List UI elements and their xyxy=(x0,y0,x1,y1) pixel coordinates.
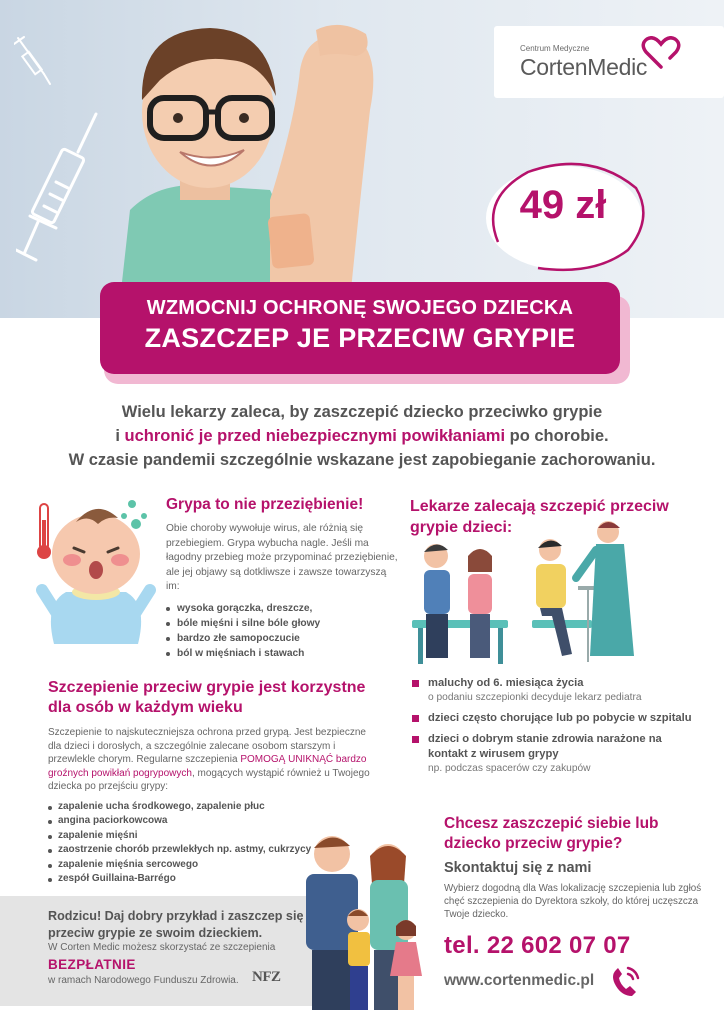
boy-flexing-photo xyxy=(120,0,400,300)
phone-number-link[interactable]: tel. 22 602 07 07 xyxy=(444,932,631,959)
website-link[interactable]: www.cortenmedic.pl xyxy=(444,972,595,989)
doctors-section-title: Lekarze zalecają szczepić przeciw grypie dzieci: xyxy=(410,498,669,536)
sick-baby-illustration xyxy=(36,494,156,654)
intro-suffix: po chorobie. xyxy=(505,427,609,445)
small-syringe-icon xyxy=(14,34,54,88)
list-item xyxy=(412,711,702,726)
intro-line-2 xyxy=(30,424,694,448)
flu-section-text: Obie choroby wywołuje wirus, ale różnią się przebiegiem. Grypa wybucha nagle. Jeśli ma łagodny przebieg może przypominać przeziębienie, ale jej objawy są dotkliwsze i zawsze towarzyszą im: xyxy=(166,523,398,592)
intro-line-3: W czasie pandemii szczególnie wskazane jest zapobieganie zachorowaniu. xyxy=(68,451,656,469)
syringe-icon xyxy=(16,110,106,270)
logo-name: CortenMedic xyxy=(520,54,648,80)
headline-line-1: WZMOCNIJ OCHRONĘ SWOJEGO DZIECKA xyxy=(146,297,574,319)
list-item-note: o podaniu szczepionki decyduje lekarz pediatra xyxy=(428,692,642,703)
intro-highlight: uchronić je przed niebezpiecznymi powikłaniami xyxy=(124,427,506,445)
nfz-logo: NFZ xyxy=(252,969,281,985)
vaccination-section-text xyxy=(48,726,378,794)
nfz-text: w ramach Narodowego Funduszu Zdrowia. xyxy=(48,975,239,986)
contact-text: Wybierz dogodną dla Was lokalizację szczepienia lub zgłoś chęć szczepienia do Dyrektora szkoły, do której uczęszcza Twoje dziecko. xyxy=(444,883,702,920)
list-item: ból w mięśniach i stawach xyxy=(166,646,398,661)
logo-subtitle: Centrum Medyczne xyxy=(520,44,590,53)
list-item: bóle mięśni i silne bóle głowy xyxy=(166,616,398,631)
vaccination-section-title: Szczepienie przeciw grypie jest korzystne dla osób w każdym wieku xyxy=(48,679,366,716)
list-item: zapalenie mięśni xyxy=(48,829,378,843)
text-highlight: bardzo groźnych powikłań pogrypowych xyxy=(48,754,367,779)
list-item: zaostrzenie chorób przewlekłych np. astmy, cukrzycy xyxy=(48,843,378,857)
intro-line-1: Wielu lekarzy zaleca, by zaszczepić dziecko przeciwko grypie xyxy=(121,403,603,421)
parent-info-title: Rodzicu! Daj dobry przykład i zaszczep się przeciw grypie ze swoim dzieckiem. xyxy=(48,909,304,940)
list-item xyxy=(412,676,702,705)
list-item: bardzo złe samopoczucie xyxy=(166,631,398,646)
contact-title: Chcesz zaszczepić siebie lub dziecko przeciw grypie? xyxy=(444,815,659,852)
text-part: , mogących wystąpić również u Twojego dziecka po przejściu grypy: xyxy=(48,767,370,793)
text-highlight: POMOGĄ UNIKNĄĆ xyxy=(240,754,334,766)
family-illustration xyxy=(292,826,442,1016)
list-item-title: dzieci często chorujące lub po pobycie w szpitalu xyxy=(428,712,692,724)
clinic-waiting-room-illustration xyxy=(412,516,682,668)
price-label: 49 zł xyxy=(519,183,607,227)
headline-banner xyxy=(100,282,620,374)
list-item: angina paciorkowcowa xyxy=(48,814,378,828)
contact-section xyxy=(444,814,714,921)
intro-text xyxy=(30,400,694,472)
parent-info-text: W Corten Medic możesz skorzystać ze szczepienia xyxy=(48,942,276,953)
list-item: zespół Guillaina-Barrégo xyxy=(48,872,378,886)
flu-section-title: Grypa to nie przeziębienie! xyxy=(166,496,364,513)
contact-subtitle: Skontaktuj się z nami xyxy=(444,860,592,876)
list-item-title: dzieci o dobrym stanie zdrowia narażone na kontakt z wirusem grypy xyxy=(428,733,662,760)
list-item: wysoka gorączka, dreszcze, xyxy=(166,601,398,616)
cortenmedic-logo[interactable] xyxy=(494,26,724,98)
hero-section xyxy=(0,0,724,318)
free-label: BEZPŁATNIE xyxy=(48,957,136,972)
flu-symptoms-list xyxy=(166,601,398,662)
list-item-title: maluchy od 6. miesiąca życia xyxy=(428,677,584,689)
heart-icon xyxy=(640,36,682,70)
text-part: Szczepienie to najskuteczniejsza ochrona przed grypą. Jest bezpieczne dla dzieci i dorosłych, a szczególnie zalecane osobom starszym i przewlekle chorym. Regularne szczepienia xyxy=(48,727,366,766)
phone-icon xyxy=(608,962,642,1000)
list-item: zapalenie ucha środkowego, zapalenie płuc xyxy=(48,800,378,814)
flu-vs-cold-section xyxy=(166,496,398,661)
list-item-note: np. podczas spacerów czy zakupów xyxy=(428,763,591,774)
headline-line-2: ZASZCZEP JE PRZECIW GRYPIE xyxy=(144,323,576,353)
doctors-recommend-list xyxy=(412,676,702,782)
list-item: zapalenie mięśnia sercowego xyxy=(48,858,378,872)
intro-prefix: i xyxy=(115,427,125,445)
list-item xyxy=(412,732,702,776)
